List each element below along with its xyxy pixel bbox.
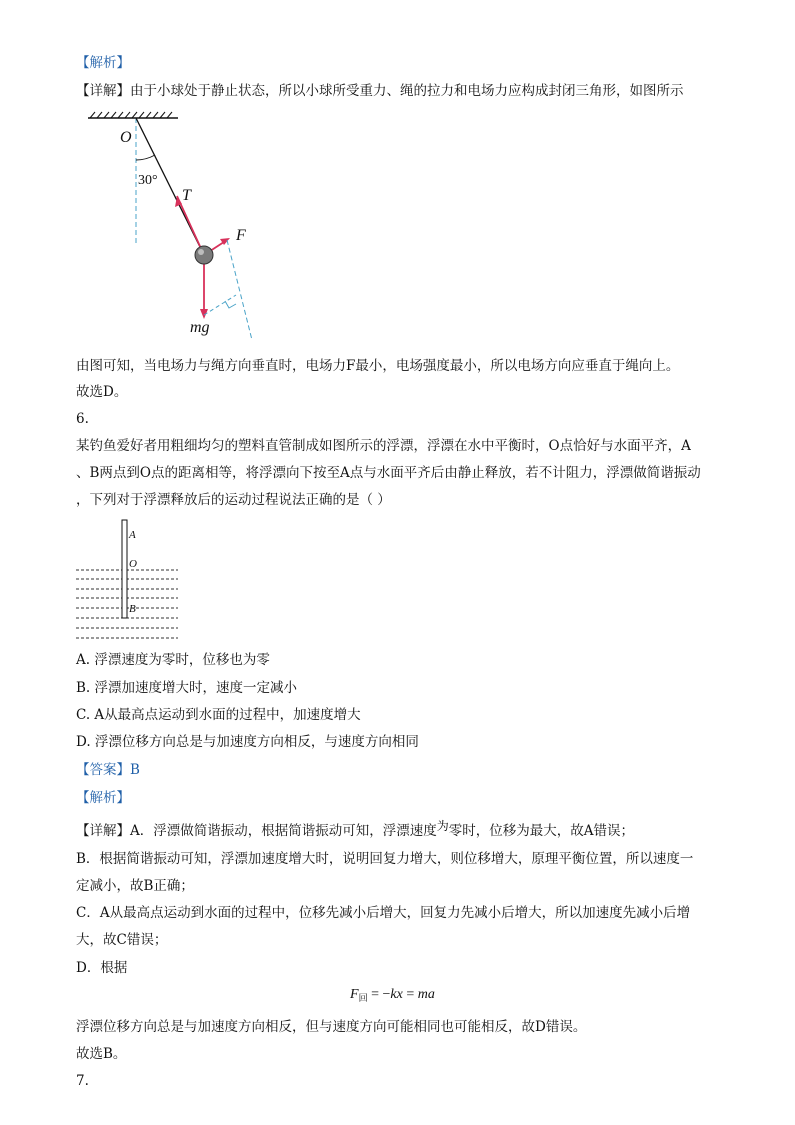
- detail-text: 【详解】A．浮漂做简谐振动，根据简谐振动可知，浮漂速度: [76, 823, 437, 839]
- formula-eq2: =: [402, 987, 418, 1002]
- detail-line: D．根据: [76, 960, 128, 976]
- choice-text: 故选B。: [76, 1046, 127, 1062]
- formula-sub: 回: [358, 993, 368, 1003]
- formula-eq1: = −: [367, 987, 391, 1002]
- question-stem-line: ，下列对于浮漂释放后的运动过程说法正确的是（ ）: [76, 492, 391, 508]
- option-b: B. 浮漂加速度增大时，速度一定减小: [76, 680, 298, 696]
- question-number: 6.: [76, 411, 89, 427]
- detail-line: B．根据简谐振动可知，浮漂加速度增大时，说明回复力增大，则位移增大，原理平衡位置，所以速度一: [76, 851, 694, 867]
- angle-label: 30°: [138, 173, 158, 188]
- point-o-label: O: [120, 129, 132, 146]
- detail-paragraph: 【详解】由于小球处于静止状态，所以小球所受重力、绳的拉力和电场力应构成封闭三角形，如图所示: [76, 83, 684, 99]
- detail-text: 为: [436, 819, 449, 833]
- point-b-label: B: [129, 603, 136, 615]
- question-stem-line: 、B两点到O点的距离相等，将浮漂向下按至A点与水面平齐后由静止释放，若不计阻力，浮漂做简谐振动: [76, 465, 701, 481]
- point-a-label: A: [129, 529, 136, 541]
- detail-line: C．A从最高点运动到水面的过程中，位移先减小后增大，回复力先减小后增大，所以加速度先减小后增: [76, 905, 691, 921]
- force-f-label: F: [236, 227, 246, 244]
- option-d: D. 浮漂位移方向总是与加速度方向相反，与速度方向相同: [76, 734, 419, 750]
- pendulum-diagram: [80, 110, 280, 340]
- tension-label: T: [182, 187, 191, 204]
- analysis-label: 【解析】: [76, 790, 130, 806]
- option-c: C. A从最高点运动到水面的过程中，加速度增大: [76, 707, 361, 723]
- detail-line: 定减小，故B正确；: [76, 878, 194, 894]
- formula-ma: ma: [417, 987, 435, 1002]
- answer-label: 【答案】B: [76, 762, 140, 778]
- formula: [350, 987, 435, 1004]
- formula-f: F: [350, 987, 359, 1002]
- detail-text: 零时，位移为最大，故A错误；: [448, 823, 635, 839]
- formula-kx: kx: [390, 987, 403, 1002]
- option-a: A. 浮漂速度为零时，位移也为零: [76, 652, 270, 668]
- detail-line: 浮漂位移方向总是与加速度方向相反，但与速度方向可能相同也可能相反，故D错误。: [76, 1019, 587, 1035]
- conclusion-text: 由图可知，当电场力与绳方向垂直时，电场力F最小，电场强度最小，所以电场方向应垂直于绳向上。: [76, 358, 680, 374]
- point-o-label: O: [129, 558, 137, 570]
- question-number: 7.: [76, 1073, 89, 1089]
- question-stem-line: 某钓鱼爱好者用粗细均匀的塑料直管制成如图所示的浮漂，浮漂在水中平衡时，O点恰好与水面平齐，A: [76, 438, 691, 454]
- detail-line: [76, 819, 635, 840]
- choice-text: 故选D。: [76, 384, 128, 400]
- detail-line: 大，故C错误；: [76, 932, 168, 948]
- analysis-label: 【解析】: [76, 55, 130, 71]
- gravity-label: mg: [190, 319, 210, 336]
